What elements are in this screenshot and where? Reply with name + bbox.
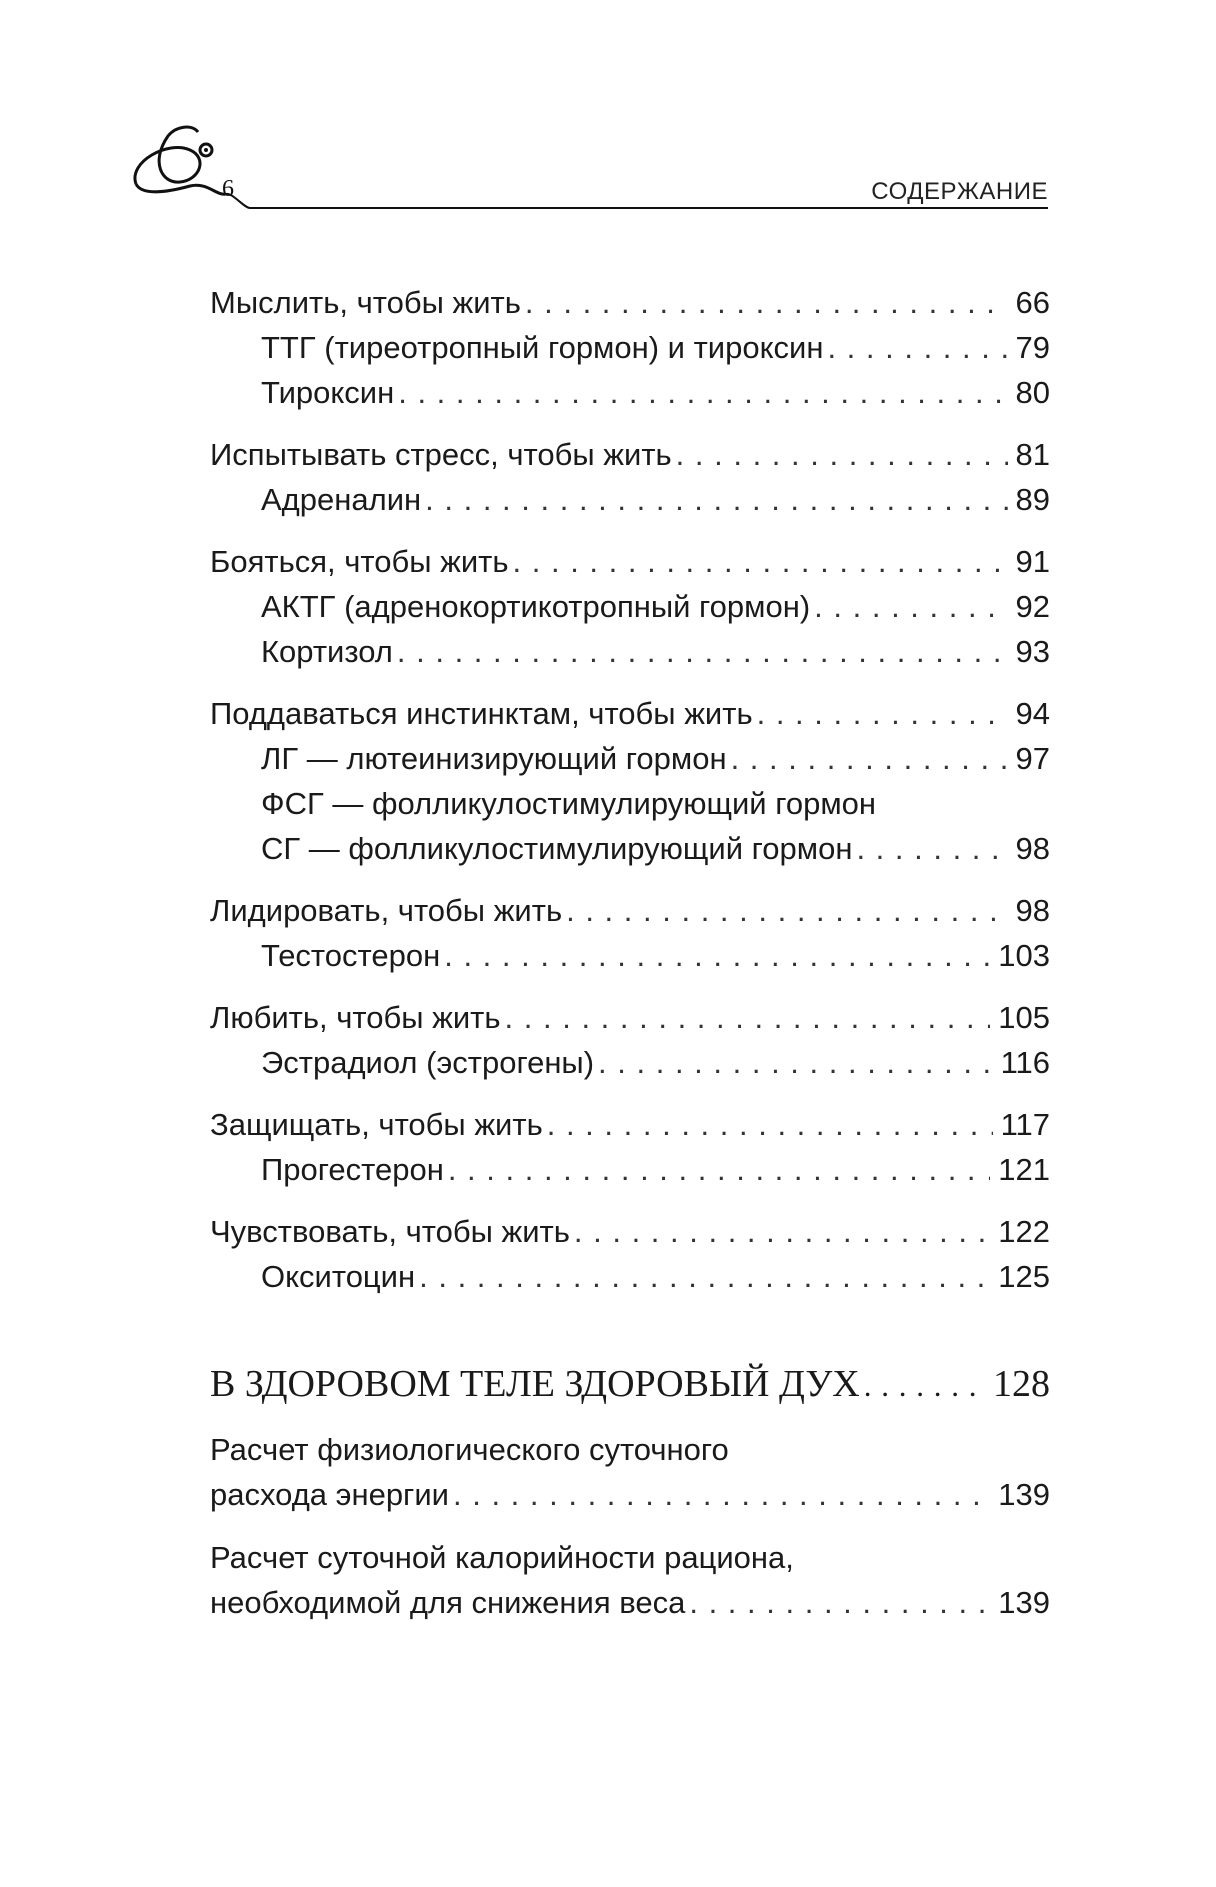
- dot-leader: [757, 691, 1008, 736]
- table-of-contents: [210, 280, 1050, 1643]
- toc-group: [210, 539, 1050, 674]
- toc-multiline-entry[interactable]: [210, 1535, 1050, 1625]
- toc-entry-line2: [210, 1580, 1050, 1625]
- toc-subentry[interactable]: [210, 477, 1050, 522]
- toc-entry-title: ТТГ (тиреотропный гормон) и тироксин: [261, 330, 824, 365]
- dot-leader: [397, 629, 1008, 674]
- toc-entry-title-line2: необходимой для снижения веса: [210, 1585, 686, 1620]
- toc-part-title: В ЗДОРОВОМ ТЕЛЕ ЗДОРОВЫЙ ДУХ: [210, 1363, 860, 1405]
- toc-entry-title: Чувствовать, чтобы жить: [210, 1214, 570, 1249]
- dot-leader: [453, 1472, 990, 1517]
- header-rule: [250, 207, 1048, 209]
- toc-entry-page: 92: [1015, 589, 1050, 624]
- dot-leader: [425, 477, 1007, 522]
- dot-leader: [444, 933, 990, 978]
- toc-entry-page: 125: [998, 1259, 1050, 1294]
- toc-entry-title: Эстрадиол (эстрогены): [261, 1045, 595, 1080]
- toc-entry[interactable]: [210, 280, 1050, 325]
- toc-entry-page: 93: [1015, 634, 1050, 669]
- toc-entry-page: 89: [1015, 482, 1050, 517]
- toc-subentry[interactable]: [210, 933, 1050, 978]
- toc-subentry[interactable]: [210, 584, 1050, 629]
- toc-subentry[interactable]: [210, 370, 1050, 415]
- toc-part-heading[interactable]: [210, 1359, 1050, 1409]
- toc-entry-title: Поддаваться инстинктам, чтобы жить: [210, 696, 753, 731]
- toc-group: [210, 432, 1050, 522]
- toc-entry-title: Бояться, чтобы жить: [210, 544, 509, 579]
- toc-subentry[interactable]: [210, 1040, 1050, 1085]
- toc-multiline-section: [210, 1427, 1050, 1625]
- toc-entry-page: 117: [1000, 1107, 1050, 1142]
- toc-part-page: 128: [993, 1363, 1050, 1405]
- toc-entry-page: 122: [998, 1214, 1050, 1249]
- dot-leader: [731, 736, 1008, 781]
- toc-entry-title: Мыслить, чтобы жить: [210, 285, 521, 320]
- toc-group: [210, 1209, 1050, 1299]
- toc-entry-title: Защищать, чтобы жить: [210, 1107, 543, 1142]
- dot-leader: [574, 1209, 990, 1254]
- toc-subentry[interactable]: [210, 629, 1050, 674]
- toc-subentry[interactable]: [210, 736, 1050, 781]
- toc-subentry[interactable]: [210, 781, 1050, 826]
- dot-leader: [448, 1147, 990, 1192]
- dot-leader: [547, 1102, 993, 1147]
- toc-entry-title: Кортизол: [261, 634, 393, 669]
- toc-group: [210, 1102, 1050, 1192]
- toc-entry-line2: [210, 1472, 1050, 1517]
- dot-leader: [689, 1580, 990, 1625]
- toc-group: [210, 280, 1050, 415]
- toc-entry-title: Окситоцин: [261, 1259, 416, 1294]
- toc-entry-page: 139: [998, 1585, 1050, 1620]
- dot-leader: [856, 826, 1007, 871]
- toc-entry-page: 116: [1000, 1045, 1050, 1080]
- toc-entry-page: 98: [1015, 893, 1050, 928]
- toc-entry-title-line1: Расчет суточной калорийности рациона,: [210, 1540, 794, 1575]
- toc-entry-page: 103: [998, 938, 1050, 973]
- toc-entry-page: 81: [1015, 437, 1050, 472]
- toc-entry-page: 80: [1015, 375, 1050, 410]
- toc-entry-title: Любить, чтобы жить: [210, 1000, 501, 1035]
- dot-leader: [513, 539, 1008, 584]
- toc-entry-title-line2: расхода энергии: [210, 1477, 449, 1512]
- toc-entry[interactable]: [210, 432, 1050, 477]
- toc-entry-page: 98: [1015, 831, 1050, 866]
- toc-group: [210, 995, 1050, 1085]
- toc-entry-page: 79: [1015, 330, 1050, 365]
- toc-entry-title: Прогестерон: [261, 1152, 444, 1187]
- page-header: [0, 0, 1216, 240]
- toc-multiline-entry[interactable]: [210, 1427, 1050, 1517]
- toc-subentry[interactable]: [210, 1147, 1050, 1192]
- dot-leader: [505, 995, 991, 1040]
- toc-entry-title: Тестостерон: [261, 938, 441, 973]
- toc-entry-page: 97: [1015, 741, 1050, 776]
- toc-entry-title: Тироксин: [261, 375, 395, 410]
- dot-leader: [525, 280, 1008, 325]
- toc-entry-title: Адреналин: [261, 482, 422, 517]
- dot-leader: [566, 888, 1007, 933]
- toc-entry-title: Испытывать стресс, чтобы жить: [210, 437, 672, 472]
- running-head: СОДЕРЖАНИЕ: [871, 178, 1048, 205]
- toc-entry-title: Лидировать, чтобы жить: [210, 893, 563, 928]
- toc-entry[interactable]: [210, 539, 1050, 584]
- toc-entry[interactable]: [210, 888, 1050, 933]
- toc-entry-page: 121: [998, 1152, 1050, 1187]
- toc-subentry[interactable]: [210, 826, 1050, 871]
- toc-entry-page: 139: [998, 1477, 1050, 1512]
- toc-entry-title: ЛГ — лютеинизирующий гормон: [261, 741, 727, 776]
- toc-entry-title: ФСГ — фолликулостимулирующий гормон: [261, 786, 877, 821]
- dot-leader: [864, 1361, 983, 1411]
- toc-entry[interactable]: [210, 691, 1050, 736]
- dot-leader: [419, 1254, 990, 1299]
- toc-entry-title: АКТГ (адренокортикотропный гормон): [261, 589, 811, 624]
- toc-entry[interactable]: [210, 1102, 1050, 1147]
- toc-entry-page: 66: [1015, 285, 1050, 320]
- stethoscope-icon: [128, 122, 278, 212]
- toc-entry-page: 105: [998, 1000, 1050, 1035]
- dot-leader: [676, 432, 1008, 477]
- toc-entry-title: СГ — фолликулостимулирующий гормон: [261, 831, 853, 866]
- toc-group: [210, 888, 1050, 978]
- dot-leader: [598, 1040, 993, 1085]
- toc-entry-title-line1: Расчет физиологического суточного: [210, 1432, 729, 1467]
- dot-leader: [814, 584, 1007, 629]
- dot-leader: [398, 370, 1007, 415]
- page-number: 6: [222, 176, 234, 202]
- toc-entry-page: 91: [1015, 544, 1050, 579]
- toc-subentry[interactable]: [210, 1254, 1050, 1299]
- dot-leader: [827, 325, 1007, 370]
- toc-entry[interactable]: [210, 995, 1050, 1040]
- toc-entry-page: 94: [1015, 696, 1050, 731]
- toc-group: [210, 691, 1050, 871]
- toc-entry[interactable]: [210, 1209, 1050, 1254]
- toc-subentry[interactable]: [210, 325, 1050, 370]
